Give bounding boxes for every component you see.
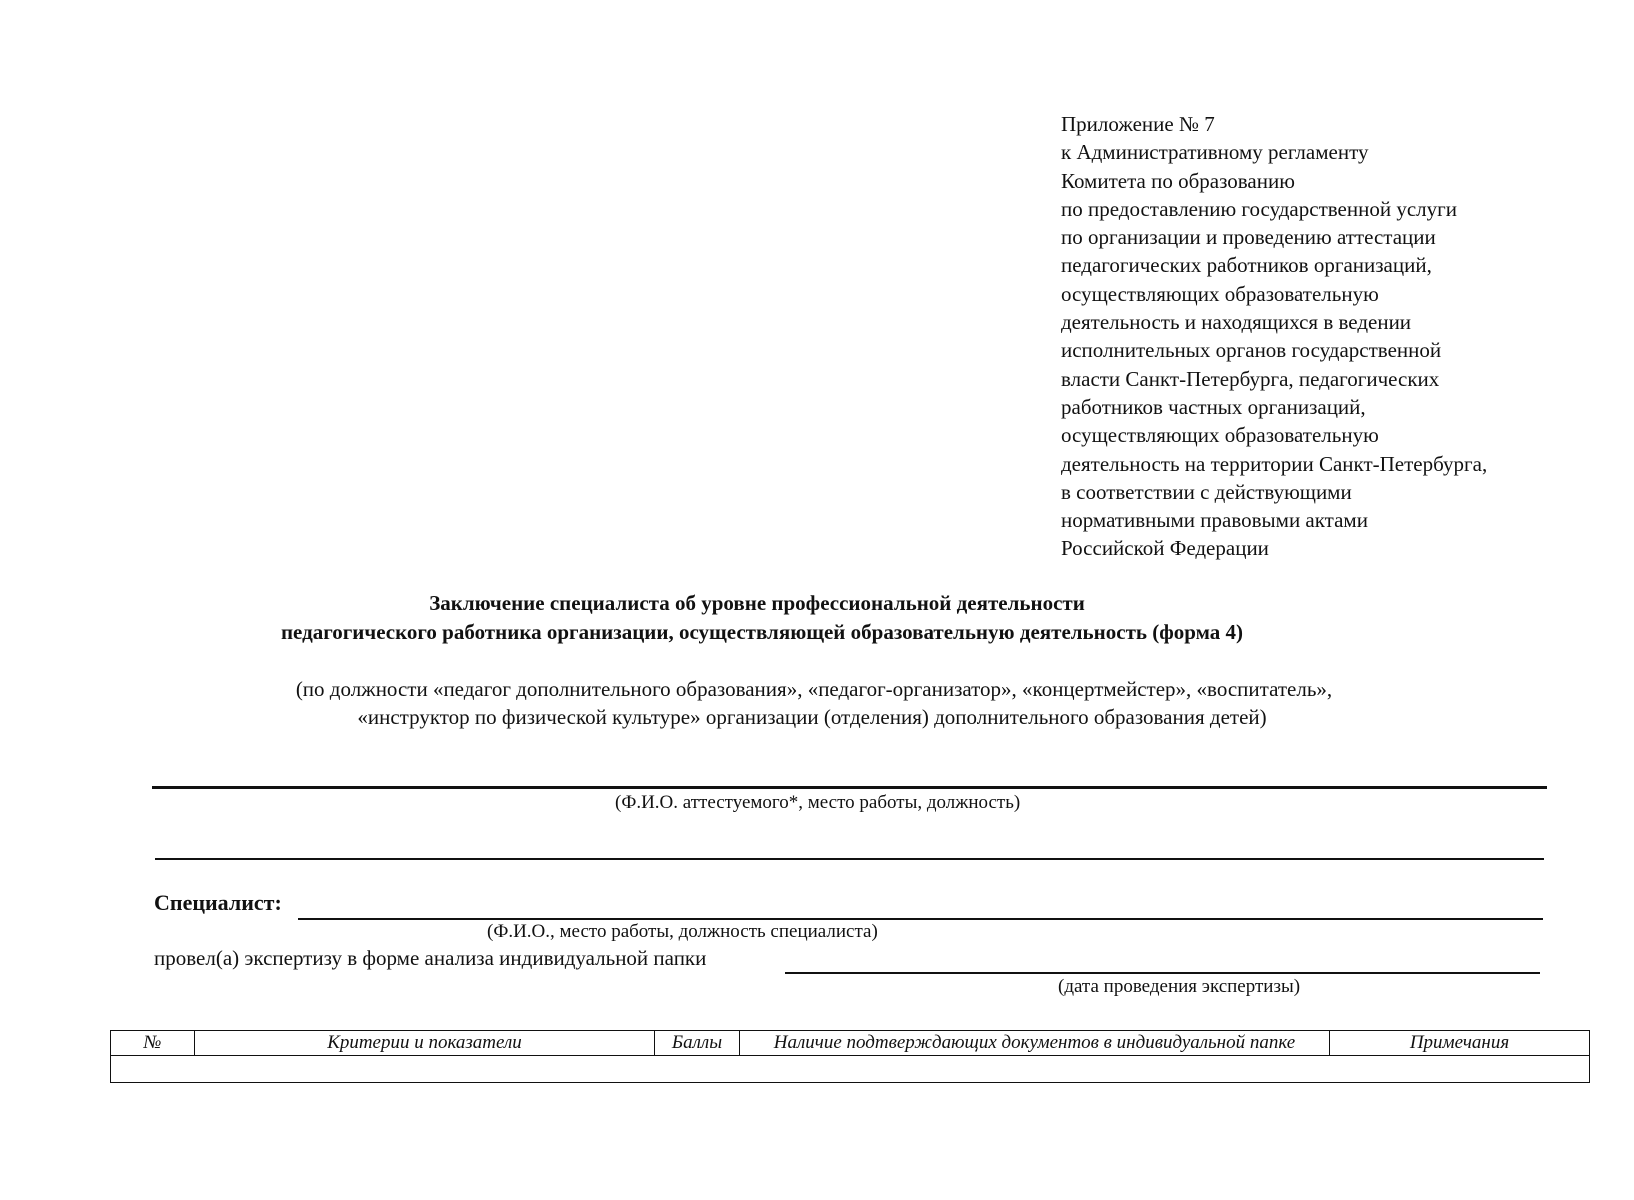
document-title-text: Заключение специалиста об уровне профессиональной деятельности <box>429 591 1085 615</box>
column-header-score: Баллы <box>655 1031 740 1056</box>
expertise-date-fill-line <box>785 972 1540 974</box>
appendix-line: в соответствии с действующими <box>1061 479 1352 504</box>
table-cell-empty <box>111 1056 1590 1083</box>
appendix-line: деятельность на территории Санкт-Петербурга, <box>1061 451 1488 476</box>
document-title-line-2 <box>0 618 1579 647</box>
expertise-date-caption: (дата проведения экспертизы) <box>1058 976 1301 997</box>
appendix-line: Российской Федерации <box>1061 536 1269 561</box>
appendix-block <box>1061 110 1581 563</box>
appendix-line: педагогических работников организаций, <box>1061 253 1432 278</box>
appendix-line: Комитета по образованию <box>1061 168 1295 193</box>
document-subtitle-text: (по должности «педагог дополнительного образования», «педагог-организатор», «концертмейстер», «воспитатель», <box>295 677 1333 701</box>
appendix-line: деятельность и находящихся в ведении <box>1061 310 1412 335</box>
column-header-notes: Примечания <box>1330 1031 1590 1056</box>
column-header-number: № <box>111 1031 195 1056</box>
table-row <box>111 1056 1590 1083</box>
column-header-criteria: Критерии и показатели <box>195 1031 655 1056</box>
appendix-line: по организации и проведению аттестации <box>1061 225 1436 250</box>
appendix-line: по предоставлению государственной услуги <box>1061 196 1457 221</box>
document-subtitle-line-2 <box>0 703 1629 732</box>
attestee-fill-line <box>152 786 1547 789</box>
appendix-line: работников частных организаций, <box>1061 394 1366 419</box>
attestee-second-fill-line <box>155 858 1544 860</box>
appendix-line: к Административному регламенту <box>1061 140 1369 165</box>
table-header-row <box>111 1031 1590 1056</box>
document-title-line-1 <box>0 589 1574 618</box>
specialist-fill-line <box>298 918 1543 920</box>
appendix-line: власти Санкт-Петербурга, педагогических <box>1061 366 1440 391</box>
expertise-label: провел(а) экспертизу в форме анализа индивидуальной папки <box>154 946 707 970</box>
attestee-caption: (Ф.И.О. аттестуемого*, место работы, должность) <box>615 792 1021 813</box>
appendix-line: исполнительных органов государственной <box>1061 338 1442 363</box>
appendix-line: Приложение № 7 <box>1061 112 1215 136</box>
column-header-documents: Наличие подтверждающих документов в индивидуальной папке <box>740 1031 1330 1056</box>
specialist-label: Специалист: <box>154 890 282 915</box>
criteria-table <box>110 1030 1590 1083</box>
appendix-line: осуществляющих образовательную <box>1061 423 1379 448</box>
specialist-caption: (Ф.И.О., место работы, должность специалиста) <box>487 921 878 942</box>
appendix-line: осуществляющих образовательную <box>1061 281 1379 306</box>
appendix-line: нормативными правовыми актами <box>1061 508 1368 533</box>
document-subtitle-text: «инструктор по физической культуре» организации (отделения) дополнительного образования детей) <box>357 705 1267 729</box>
document-subtitle-line-1 <box>0 675 1631 704</box>
document-title-text: педагогического работника организации, осуществляющей образовательную деятельность (форма 4) <box>280 620 1244 644</box>
